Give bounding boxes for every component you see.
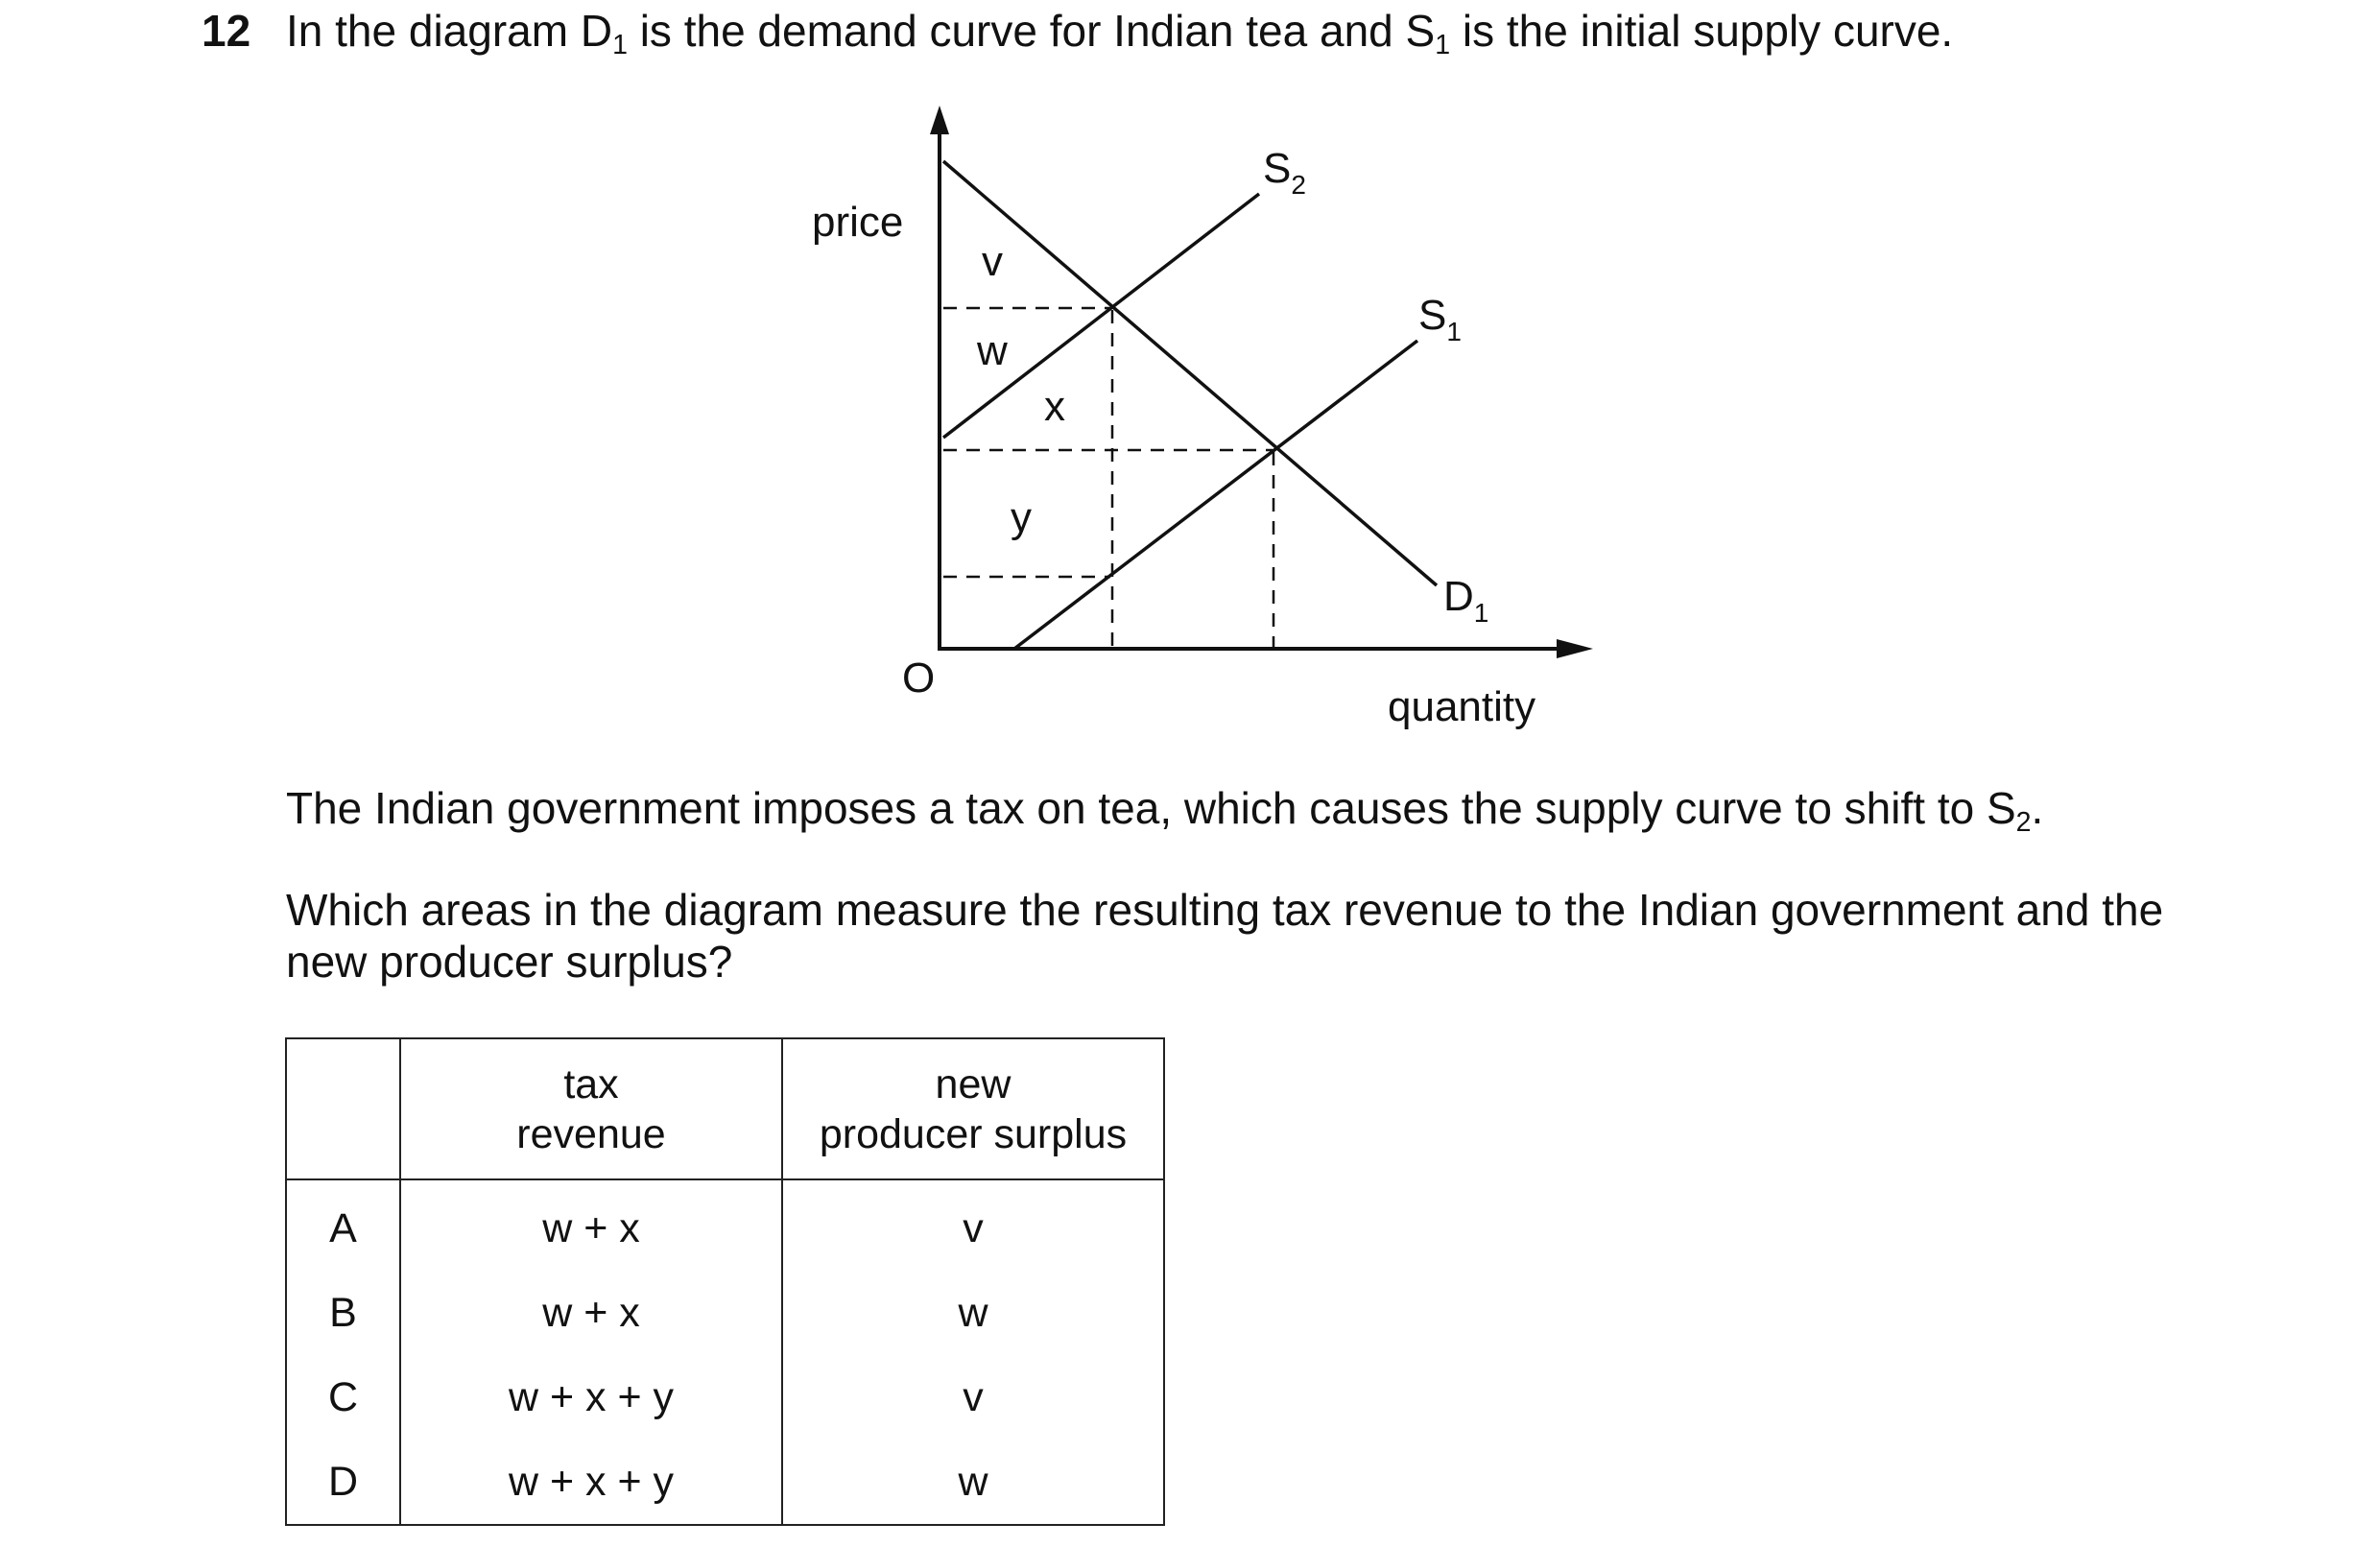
d1-label: $D_1$ <box>1443 573 1489 628</box>
area-v-label: v <box>982 238 1003 285</box>
option-producer-surplus: w <box>782 1271 1164 1355</box>
area-w-label: w <box>977 327 1008 374</box>
header-new-producer-surplus: new producer surplus <box>782 1038 1164 1179</box>
option-key: C <box>286 1355 400 1440</box>
origin-label: O <box>902 654 936 702</box>
question-intro: In the diagram $D_1$ is the demand curve for Indian tea and $S_1$ is the initial supply curve. <box>286 6 1954 60</box>
area-y-label: y <box>1011 494 1032 541</box>
option-row-a[interactable] <box>286 1179 1164 1271</box>
table-header-row <box>286 1038 1164 1179</box>
option-producer-surplus: v <box>782 1355 1164 1440</box>
option-tax-revenue: w + x <box>400 1179 782 1271</box>
supply-curve-s1 <box>1014 341 1417 649</box>
option-row-b[interactable] <box>286 1271 1164 1355</box>
option-row-c[interactable] <box>286 1355 1164 1440</box>
s1-label: $S_1$ <box>1418 292 1462 346</box>
x-axis-arrowhead <box>1557 639 1593 658</box>
y-axis-arrowhead <box>930 106 949 134</box>
option-key: A <box>286 1179 400 1271</box>
answer-options-table <box>285 1037 1165 1526</box>
x-axis-label: quantity <box>1388 683 1536 730</box>
option-key: D <box>286 1440 400 1525</box>
header-key-cell <box>286 1038 400 1179</box>
supply-demand-diagram <box>0 0 2380 768</box>
tax-statement: The Indian government imposes a tax on tea, which causes the supply curve to shift to $S_2$. <box>286 783 2044 838</box>
option-row-d[interactable] <box>286 1440 1164 1525</box>
option-key: B <box>286 1271 400 1355</box>
option-tax-revenue: w + x + y <box>400 1355 782 1440</box>
supply-curve-s2 <box>943 194 1259 438</box>
area-x-label: x <box>1044 383 1065 430</box>
option-tax-revenue: w + x <box>400 1271 782 1355</box>
option-tax-revenue: w + x + y <box>400 1440 782 1525</box>
option-producer-surplus: v <box>782 1179 1164 1271</box>
header-tax-revenue: tax revenue <box>400 1038 782 1179</box>
s2-label: $S_2$ <box>1263 145 1306 200</box>
question-number: 12 <box>202 6 251 56</box>
option-producer-surplus: w <box>782 1440 1164 1525</box>
question-prompt: Which areas in the diagram measure the resulting tax revenue to the Indian government and the new producer surplus? <box>286 885 2164 987</box>
y-axis-label: price <box>812 199 904 246</box>
